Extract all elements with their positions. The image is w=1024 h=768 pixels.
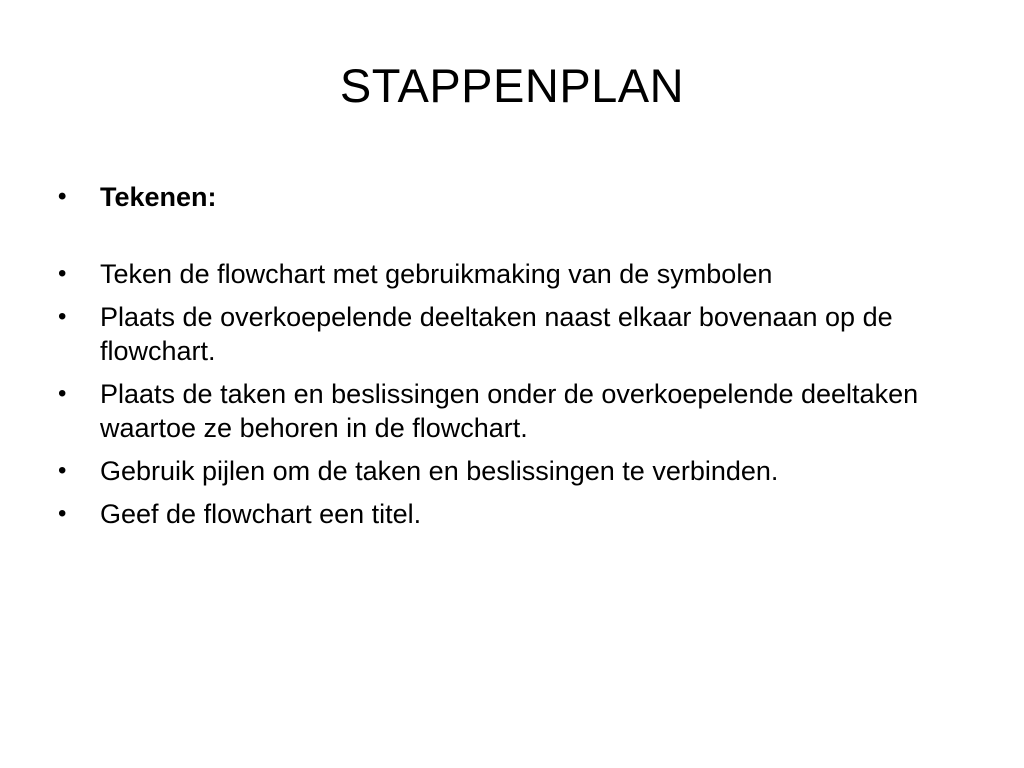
bullet-icon: • [58, 183, 67, 210]
bullet-text: Plaats de taken en beslissingen onder de overkoepelende deeltaken waartoe ze behoren in de flowchart. [100, 379, 919, 443]
bullet-icon: • [58, 500, 67, 527]
bullet-icon: • [58, 457, 67, 484]
bullet-text: Teken de flowchart met gebruikmaking van de symbolen [100, 259, 773, 289]
bullet-text: Tekenen: [100, 182, 217, 212]
bullet-item [58, 497, 978, 531]
bullet-icon: • [58, 380, 67, 407]
bullet-text: Geef de flowchart een titel. [100, 499, 422, 529]
bullet-item [58, 257, 978, 291]
bullet-item [58, 300, 978, 368]
bullet-item-heading [58, 180, 978, 214]
bullet-text: Gebruik pijlen om de taken en beslissingen te verbinden. [100, 456, 779, 486]
bullet-list [58, 180, 978, 540]
bullet-text: Plaats de overkoepelende deeltaken naast elkaar bovenaan op de flowchart. [100, 302, 893, 366]
slide-title: STAPPENPLAN [339, 59, 685, 112]
bullet-icon: • [58, 303, 67, 330]
bullet-item [58, 377, 978, 445]
bullet-icon: • [58, 260, 67, 287]
bullet-item [58, 454, 978, 488]
